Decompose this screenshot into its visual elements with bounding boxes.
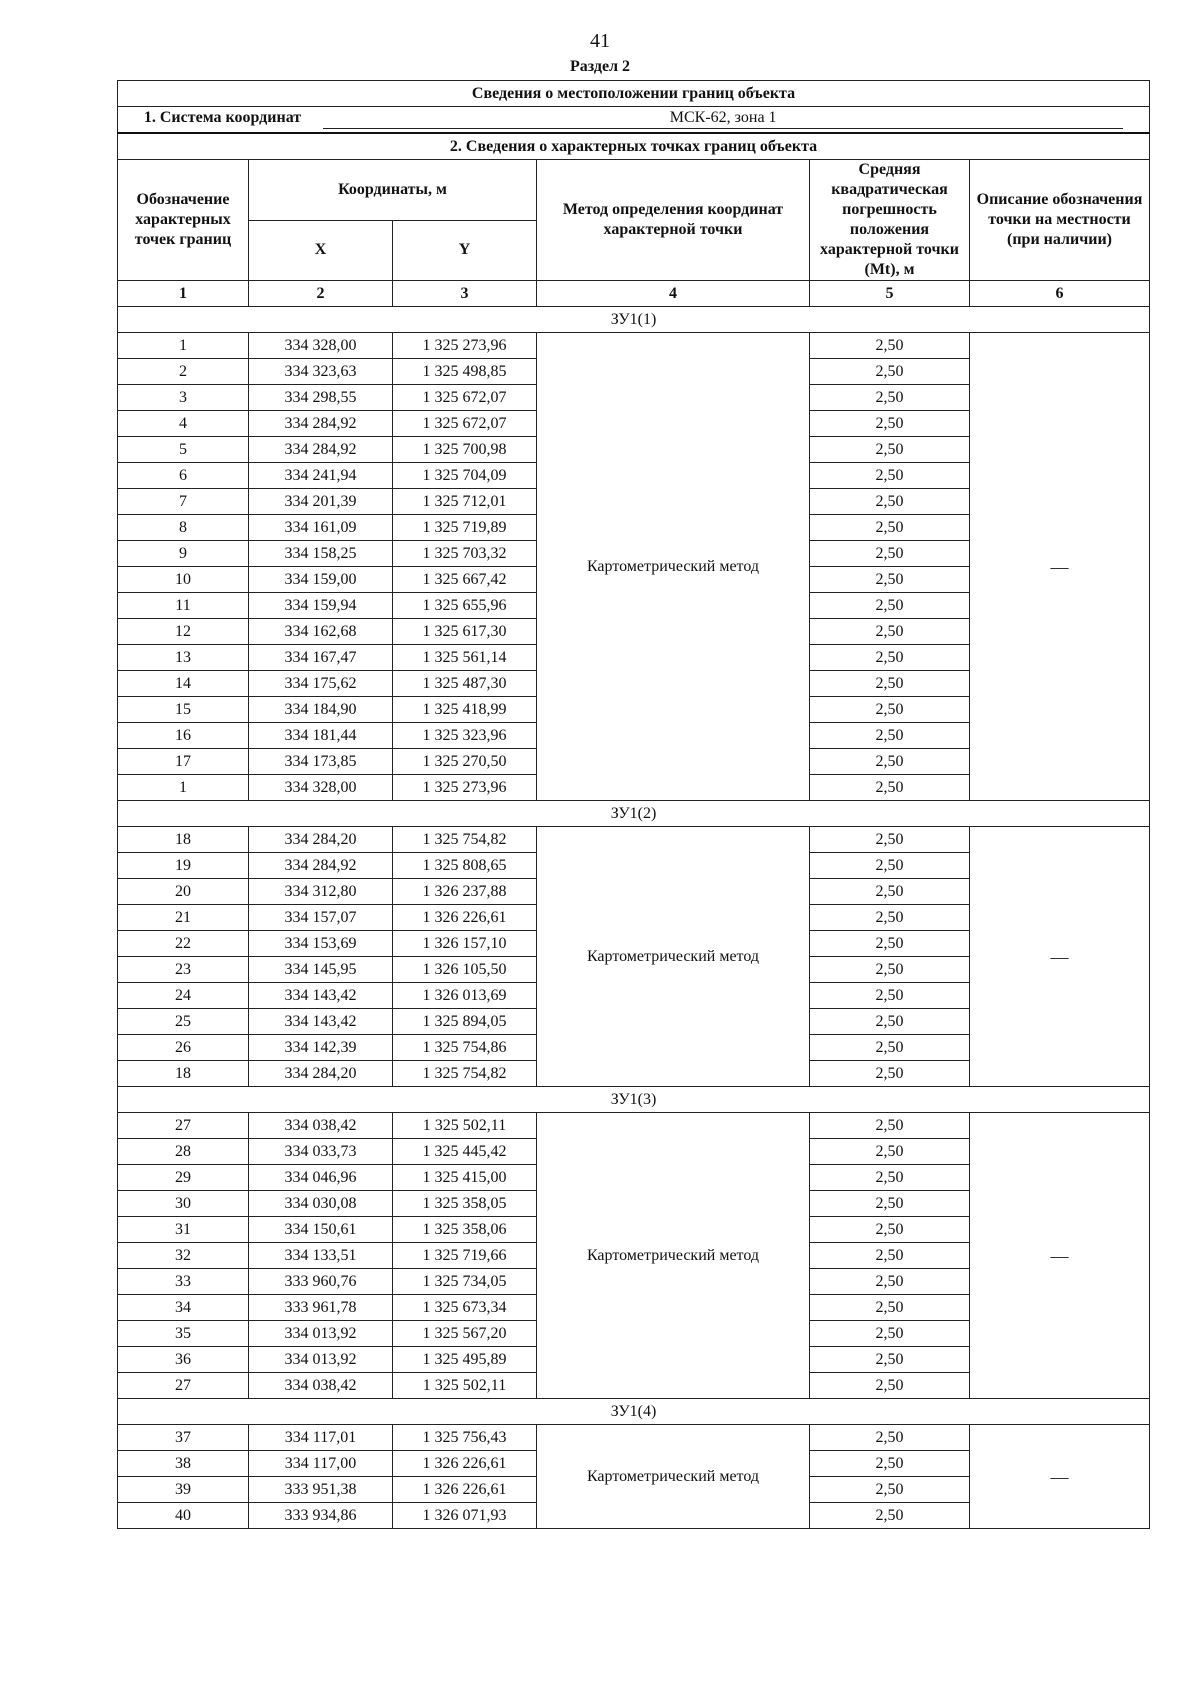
error-value: 2,50 (810, 905, 970, 931)
error-value: 2,50 (810, 1113, 970, 1139)
coordinate-x: 334 173,85 (249, 749, 393, 775)
coordinate-y: 1 325 358,06 (393, 1217, 537, 1243)
coordinate-x: 334 298,55 (249, 385, 393, 411)
error-value: 2,50 (810, 983, 970, 1009)
coordinate-x: 334 046,96 (249, 1165, 393, 1191)
error-value: 2,50 (810, 645, 970, 671)
coordinate-y: 1 325 655,96 (393, 593, 537, 619)
header-method: Метод определения координат характерной точки (537, 160, 810, 281)
coordinate-x: 334 150,61 (249, 1217, 393, 1243)
coordinate-y: 1 325 415,00 (393, 1165, 537, 1191)
coordinate-y: 1 325 894,05 (393, 1009, 537, 1035)
coordinate-x: 334 162,68 (249, 619, 393, 645)
coordinate-y: 1 325 719,66 (393, 1243, 537, 1269)
point-number: 39 (118, 1477, 249, 1503)
error-value: 2,50 (810, 1451, 970, 1477)
error-value: 2,50 (810, 1321, 970, 1347)
point-number: 5 (118, 437, 249, 463)
coordinate-x: 333 951,38 (249, 1477, 393, 1503)
group-header-row (118, 307, 1150, 333)
header-coordinates: Координаты, м (249, 160, 537, 221)
coordinate-x: 334 013,92 (249, 1321, 393, 1347)
header-description: Описание обозначения точки на местности (при наличии) (970, 160, 1150, 281)
coordinate-y: 1 326 157,10 (393, 931, 537, 957)
table-row (118, 827, 1150, 853)
column-number: 2 (249, 281, 393, 307)
coordinate-y: 1 325 700,98 (393, 437, 537, 463)
point-number: 40 (118, 1503, 249, 1529)
error-value: 2,50 (810, 359, 970, 385)
coordinate-y: 1 325 498,85 (393, 359, 537, 385)
column-number: 5 (810, 281, 970, 307)
point-number: 1 (118, 333, 249, 359)
coordinate-x: 334 284,92 (249, 853, 393, 879)
point-number: 10 (118, 567, 249, 593)
coordinate-x: 334 312,80 (249, 879, 393, 905)
error-value: 2,50 (810, 333, 970, 359)
coordinate-x: 334 167,47 (249, 645, 393, 671)
coordinate-y: 1 326 226,61 (393, 1477, 537, 1503)
coordinate-y: 1 326 237,88 (393, 879, 537, 905)
coordinate-x: 334 184,90 (249, 697, 393, 723)
coordinate-y: 1 325 270,50 (393, 749, 537, 775)
point-number: 21 (118, 905, 249, 931)
point-number: 19 (118, 853, 249, 879)
point-number: 27 (118, 1373, 249, 1399)
group-header-row (118, 801, 1150, 827)
error-value: 2,50 (810, 1425, 970, 1451)
error-value: 2,50 (810, 1139, 970, 1165)
method-cell: Картометрический метод (537, 1113, 810, 1399)
coordinate-x: 333 960,76 (249, 1269, 393, 1295)
coordinate-y: 1 325 672,07 (393, 385, 537, 411)
coordinate-x: 334 328,00 (249, 333, 393, 359)
coordinate-x: 334 157,07 (249, 905, 393, 931)
error-value: 2,50 (810, 593, 970, 619)
point-number: 16 (118, 723, 249, 749)
method-cell: Картометрический метод (537, 827, 810, 1087)
coordinate-y: 1 326 226,61 (393, 905, 537, 931)
coordinate-y: 1 325 704,09 (393, 463, 537, 489)
point-number: 15 (118, 697, 249, 723)
point-number: 34 (118, 1295, 249, 1321)
coordinate-y: 1 325 418,99 (393, 697, 537, 723)
group-name: ЗУ1(4) (118, 1399, 1150, 1425)
coordinate-x: 334 284,20 (249, 1061, 393, 1087)
error-value: 2,50 (810, 671, 970, 697)
coordinate-system-label: 1. Система координат (143, 109, 302, 126)
error-value: 2,50 (810, 489, 970, 515)
coordinate-x: 334 153,69 (249, 931, 393, 957)
coordinate-x: 333 961,78 (249, 1295, 393, 1321)
point-number: 37 (118, 1425, 249, 1451)
coordinate-y: 1 325 754,82 (393, 827, 537, 853)
header-error: Средняя квадратическая погрешность положения характерной точки (Mt), м (810, 160, 970, 281)
coordinate-y: 1 325 808,65 (393, 853, 537, 879)
group-name: ЗУ1(2) (118, 801, 1150, 827)
coordinate-x: 334 033,73 (249, 1139, 393, 1165)
coordinate-y: 1 325 712,01 (393, 489, 537, 515)
error-value: 2,50 (810, 1347, 970, 1373)
error-value: 2,50 (810, 1503, 970, 1529)
coordinate-x: 334 158,25 (249, 541, 393, 567)
table-row (118, 1425, 1150, 1451)
coordinate-x: 334 117,00 (249, 1451, 393, 1477)
point-number: 29 (118, 1165, 249, 1191)
coordinate-y: 1 325 323,96 (393, 723, 537, 749)
point-number: 23 (118, 957, 249, 983)
column-number: 3 (393, 281, 537, 307)
coordinate-x: 334 133,51 (249, 1243, 393, 1269)
page-number: 41 (590, 30, 610, 52)
point-number: 4 (118, 411, 249, 437)
group-header-row (118, 1399, 1150, 1425)
error-value: 2,50 (810, 1373, 970, 1399)
point-number: 27 (118, 1113, 249, 1139)
error-value: 2,50 (810, 1217, 970, 1243)
coordinate-y: 1 325 703,32 (393, 541, 537, 567)
point-number: 30 (118, 1191, 249, 1217)
error-value: 2,50 (810, 957, 970, 983)
coordinate-y: 1 326 226,61 (393, 1451, 537, 1477)
error-value: 2,50 (810, 1243, 970, 1269)
coordinate-x: 334 159,94 (249, 593, 393, 619)
header-y: Y (393, 220, 537, 281)
coordinate-x: 334 241,94 (249, 463, 393, 489)
error-value: 2,50 (810, 1165, 970, 1191)
error-value: 2,50 (810, 1035, 970, 1061)
group-name: ЗУ1(3) (118, 1087, 1150, 1113)
coordinate-system-value: МСК-62, зона 1 (323, 110, 1123, 129)
coordinate-y: 1 325 567,20 (393, 1321, 537, 1347)
point-number: 1 (118, 775, 249, 801)
coordinate-x: 334 284,20 (249, 827, 393, 853)
point-number: 2 (118, 359, 249, 385)
method-cell: Картометрический метод (537, 333, 810, 801)
error-value: 2,50 (810, 515, 970, 541)
error-value: 2,50 (810, 385, 970, 411)
point-number: 31 (118, 1217, 249, 1243)
coordinate-y: 1 325 734,05 (393, 1269, 537, 1295)
error-value: 2,50 (810, 619, 970, 645)
point-number: 24 (118, 983, 249, 1009)
coordinate-x: 334 143,42 (249, 1009, 393, 1035)
point-number: 3 (118, 385, 249, 411)
coordinate-x: 334 284,92 (249, 437, 393, 463)
coordinate-y: 1 325 754,82 (393, 1061, 537, 1087)
coordinate-x: 334 161,09 (249, 515, 393, 541)
point-number: 38 (118, 1451, 249, 1477)
point-number: 7 (118, 489, 249, 515)
point-number: 22 (118, 931, 249, 957)
header-x: X (249, 220, 393, 281)
description-cell: — (970, 1425, 1150, 1529)
point-number: 12 (118, 619, 249, 645)
error-value: 2,50 (810, 697, 970, 723)
coordinate-y: 1 325 756,43 (393, 1425, 537, 1451)
coordinate-x: 334 030,08 (249, 1191, 393, 1217)
group-header-row (118, 1087, 1150, 1113)
error-value: 2,50 (810, 1269, 970, 1295)
boundary-points-table (117, 80, 1150, 1529)
coordinate-y: 1 325 502,11 (393, 1113, 537, 1139)
error-value: 2,50 (810, 775, 970, 801)
table-row (118, 333, 1150, 359)
coordinate-x: 334 013,92 (249, 1347, 393, 1373)
coordinate-y: 1 325 358,05 (393, 1191, 537, 1217)
coordinate-y: 1 325 487,30 (393, 671, 537, 697)
coordinate-y: 1 325 667,42 (393, 567, 537, 593)
coordinate-x: 334 328,00 (249, 775, 393, 801)
coordinate-system-row (118, 107, 1150, 134)
coordinate-x: 334 038,42 (249, 1373, 393, 1399)
coordinate-x: 334 117,01 (249, 1425, 393, 1451)
column-number: 6 (970, 281, 1150, 307)
error-value: 2,50 (810, 1191, 970, 1217)
column-number: 1 (118, 281, 249, 307)
error-value: 2,50 (810, 1009, 970, 1035)
point-number: 11 (118, 593, 249, 619)
point-number: 25 (118, 1009, 249, 1035)
error-value: 2,50 (810, 853, 970, 879)
error-value: 2,50 (810, 411, 970, 437)
section-label: Раздел 2 (569, 58, 631, 75)
description-cell: — (970, 333, 1150, 801)
point-number: 9 (118, 541, 249, 567)
coordinate-y: 1 326 013,69 (393, 983, 537, 1009)
point-number: 28 (118, 1139, 249, 1165)
coordinate-x: 334 323,63 (249, 359, 393, 385)
point-number: 18 (118, 827, 249, 853)
error-value: 2,50 (810, 931, 970, 957)
header-point-designation: Обозначение характерных точек границ (118, 160, 249, 281)
point-number: 35 (118, 1321, 249, 1347)
coordinate-y: 1 325 502,11 (393, 1373, 537, 1399)
error-value: 2,50 (810, 749, 970, 775)
coordinate-x: 334 142,39 (249, 1035, 393, 1061)
coordinate-y: 1 325 719,89 (393, 515, 537, 541)
coordinate-x: 334 175,62 (249, 671, 393, 697)
coordinate-x: 334 201,39 (249, 489, 393, 515)
coordinate-y: 1 326 105,50 (393, 957, 537, 983)
error-value: 2,50 (810, 879, 970, 905)
error-value: 2,50 (810, 1295, 970, 1321)
table-title: Сведения о местоположении границ объекта (118, 81, 1150, 107)
point-number: 18 (118, 1061, 249, 1087)
description-cell: — (970, 827, 1150, 1087)
point-number: 8 (118, 515, 249, 541)
group-name: ЗУ1(1) (118, 307, 1150, 333)
point-number: 26 (118, 1035, 249, 1061)
coordinate-y: 1 325 273,96 (393, 775, 537, 801)
point-number: 14 (118, 671, 249, 697)
coordinate-y: 1 325 672,07 (393, 411, 537, 437)
coordinate-x: 334 038,42 (249, 1113, 393, 1139)
description-cell: — (970, 1113, 1150, 1399)
coordinate-x: 334 181,44 (249, 723, 393, 749)
coordinate-x: 334 159,00 (249, 567, 393, 593)
coordinate-x: 333 934,86 (249, 1503, 393, 1529)
coordinate-y: 1 325 273,96 (393, 333, 537, 359)
error-value: 2,50 (810, 541, 970, 567)
coordinate-y: 1 325 445,42 (393, 1139, 537, 1165)
error-value: 2,50 (810, 567, 970, 593)
error-value: 2,50 (810, 827, 970, 853)
point-number: 20 (118, 879, 249, 905)
coordinate-y: 1 325 495,89 (393, 1347, 537, 1373)
point-number: 13 (118, 645, 249, 671)
error-value: 2,50 (810, 437, 970, 463)
table-subtitle: 2. Сведения о характерных точках границ объекта (118, 133, 1150, 160)
coordinate-x: 334 143,42 (249, 983, 393, 1009)
point-number: 17 (118, 749, 249, 775)
coordinate-y: 1 325 561,14 (393, 645, 537, 671)
column-number: 4 (537, 281, 810, 307)
coordinate-y: 1 325 617,30 (393, 619, 537, 645)
point-number: 32 (118, 1243, 249, 1269)
error-value: 2,50 (810, 723, 970, 749)
point-number: 6 (118, 463, 249, 489)
coordinate-x: 334 284,92 (249, 411, 393, 437)
point-number: 33 (118, 1269, 249, 1295)
coordinate-y: 1 326 071,93 (393, 1503, 537, 1529)
error-value: 2,50 (810, 463, 970, 489)
error-value: 2,50 (810, 1477, 970, 1503)
coordinate-y: 1 325 754,86 (393, 1035, 537, 1061)
coordinate-x: 334 145,95 (249, 957, 393, 983)
table-row (118, 1113, 1150, 1139)
method-cell: Картометрический метод (537, 1425, 810, 1529)
coordinate-y: 1 325 673,34 (393, 1295, 537, 1321)
error-value: 2,50 (810, 1061, 970, 1087)
point-number: 36 (118, 1347, 249, 1373)
